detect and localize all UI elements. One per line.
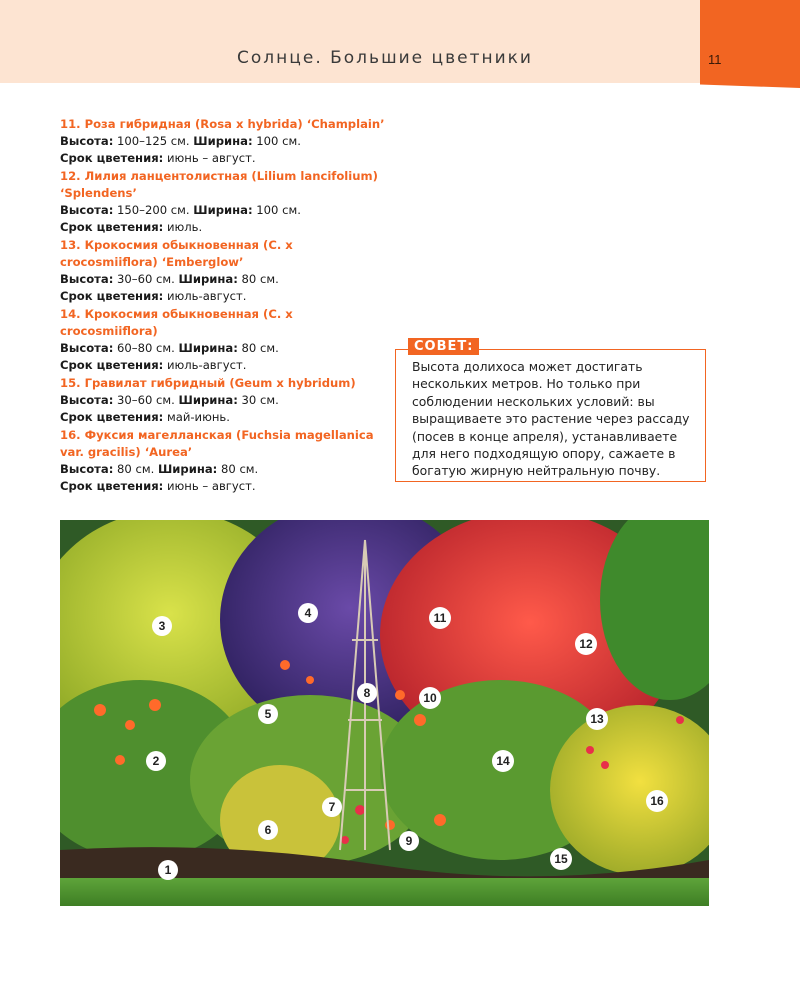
plant-marker-11 bbox=[429, 607, 451, 629]
svg-text:13: 13 bbox=[590, 712, 604, 726]
plant-marker-12 bbox=[575, 633, 597, 655]
plant-marker-10 bbox=[419, 687, 441, 709]
plant-marker-13 bbox=[586, 708, 608, 730]
page-header-title: Солнце. Большие цветники bbox=[237, 48, 533, 68]
svg-text:12: 12 bbox=[579, 637, 593, 651]
tip-badge: СОВЕТ: bbox=[408, 338, 479, 355]
svg-text:9: 9 bbox=[405, 834, 413, 848]
plant-marker-7 bbox=[322, 797, 342, 817]
svg-text:2: 2 bbox=[152, 754, 160, 768]
plant-entry-12: 12. Лилия ланцентолистная (Lilium lancifolium) ‘Splendens’ Высота: 150–200 см. Ширина: 100 см. Срок цветения: июль. bbox=[60, 168, 390, 236]
svg-text:16: 16 bbox=[650, 794, 664, 808]
svg-text:7: 7 bbox=[328, 800, 336, 814]
plant-marker-9 bbox=[399, 831, 419, 851]
plant-name: 15. Гравилат гибридный (Geum x hybridum) bbox=[60, 376, 356, 390]
garden-photo bbox=[60, 520, 709, 906]
svg-text:8: 8 bbox=[363, 686, 371, 700]
header-band bbox=[0, 0, 800, 83]
svg-text:4: 4 bbox=[304, 606, 312, 620]
plant-entry-14: 14. Крокосмия обыкновенная (C. x crocosmiiflora) Высота: 60–80 см. Ширина: 80 см. Срок цветения: июль-август. bbox=[60, 306, 390, 374]
plant-name: 12. Лилия ланцентолистная (Lilium lancifolium) ‘Splendens’ bbox=[60, 169, 378, 200]
svg-text:10: 10 bbox=[423, 691, 437, 705]
svg-text:15: 15 bbox=[554, 852, 568, 866]
svg-text:3: 3 bbox=[158, 619, 166, 633]
plant-marker-4 bbox=[298, 603, 318, 623]
tip-text: Высота долихоса может достигать нескольких метров. Но только при соблюдении нескольких условий: вы выращиваете это растение через рассаду (посев в конце апреля), устанавливаете для него подходящую опору, сажаете в богатую жирную нейтральную почву. bbox=[412, 359, 690, 479]
plant-marker-8 bbox=[357, 683, 377, 703]
plant-list bbox=[60, 116, 390, 496]
plant-marker-6 bbox=[258, 820, 278, 840]
svg-text:5: 5 bbox=[264, 707, 272, 721]
plant-entry-11: 11. Роза гибридная (Rosa x hybrida) ‘Champlain’ Высота: 100–125 см. Ширина: 100 см. Срок цветения: июнь – август. bbox=[60, 116, 390, 167]
page-number-tab bbox=[700, 0, 800, 88]
plant-marker-1 bbox=[158, 860, 178, 880]
plant-marker-14 bbox=[492, 750, 514, 772]
plant-marker-2 bbox=[146, 751, 166, 771]
plant-name: 16. Фуксия магелланская (Fuchsia magellanica var. gracilis) ‘Aurea’ bbox=[60, 428, 374, 459]
plant-entry-13: 13. Крокосмия обыкновенная (C. x crocosmiiflora) ‘Emberglow’ Высота: 30–60 см. Ширина: 80 см. Срок цветения: июль-август. bbox=[60, 237, 390, 305]
plant-name: 13. Крокосмия обыкновенная (C. x crocosmiiflora) ‘Emberglow’ bbox=[60, 238, 293, 269]
plant-name: 14. Крокосмия обыкновенная (C. x crocosmiiflora) bbox=[60, 307, 293, 338]
plant-entry-16: 16. Фуксия магелланская (Fuchsia magellanica var. gracilis) ‘Aurea’ Высота: 80 см. Ширина: 80 см. Срок цветения: июнь – август. bbox=[60, 427, 390, 495]
plant-entry-15: 15. Гравилат гибридный (Geum x hybridum) Высота: 30–60 см. Ширина: 30 см. Срок цветения: май-июнь. bbox=[60, 375, 390, 426]
svg-text:6: 6 bbox=[264, 823, 272, 837]
plant-marker-5 bbox=[258, 704, 278, 724]
plant-marker-15 bbox=[550, 848, 572, 870]
plant-marker-16 bbox=[646, 790, 668, 812]
svg-text:1: 1 bbox=[164, 863, 172, 877]
plant-name: 11. Роза гибридная (Rosa x hybrida) ‘Champlain’ bbox=[60, 117, 385, 131]
page-number: 11 bbox=[708, 52, 722, 67]
plant-marker-3 bbox=[152, 616, 172, 636]
svg-text:11: 11 bbox=[433, 611, 447, 625]
svg-text:14: 14 bbox=[496, 754, 510, 768]
